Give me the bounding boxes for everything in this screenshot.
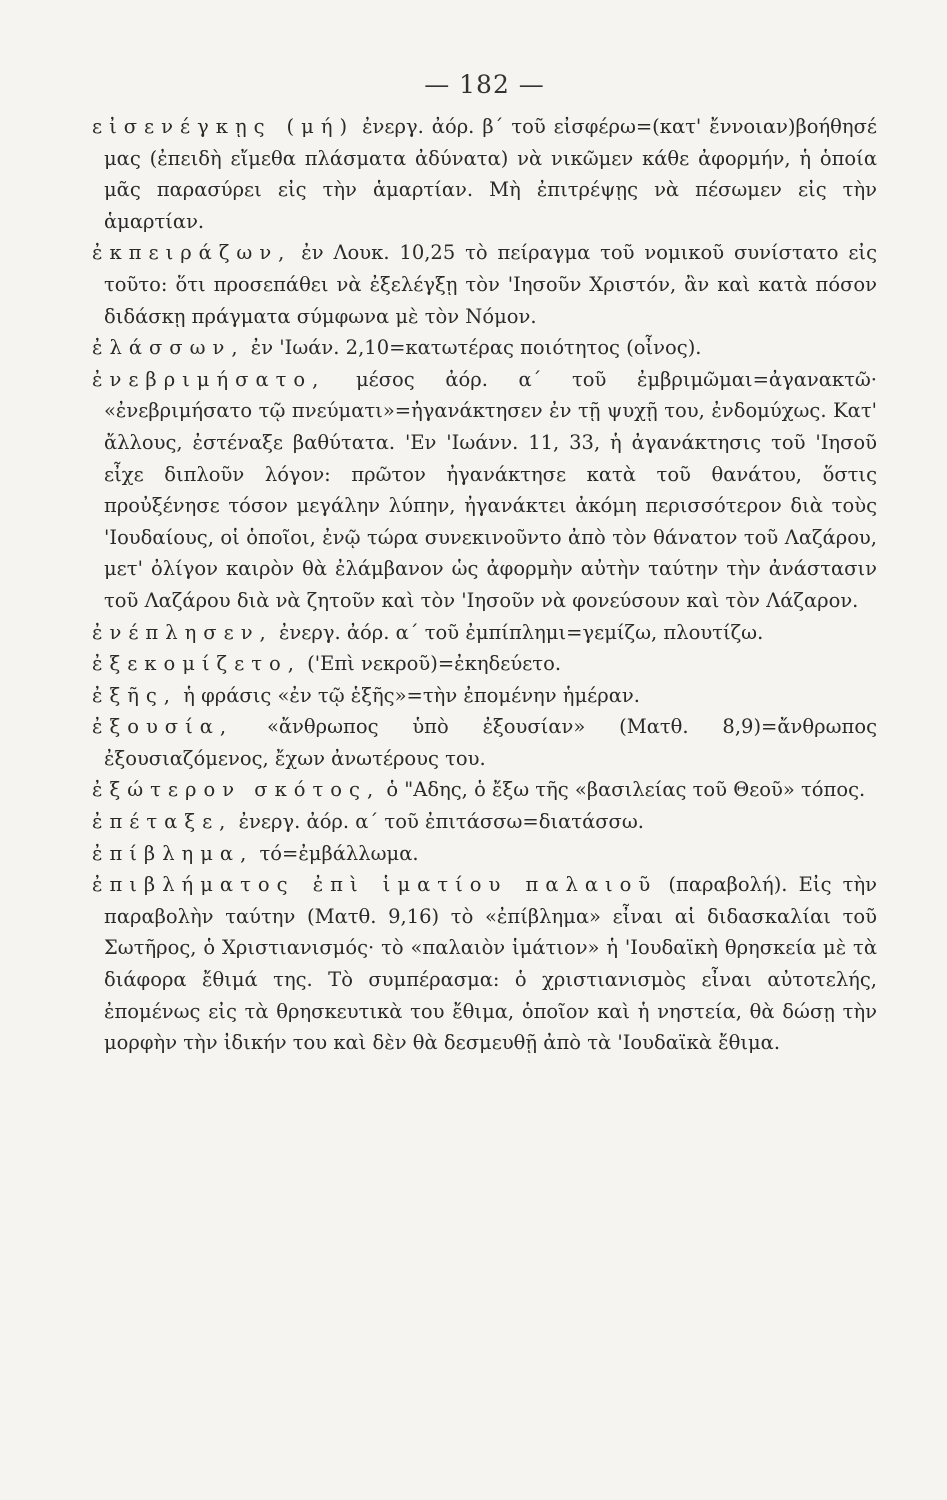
dictionary-entry xyxy=(92,680,877,712)
dictionary-entry xyxy=(92,364,877,617)
dictionary-entries xyxy=(92,111,877,1059)
dictionary-entry xyxy=(92,617,877,649)
dictionary-entry xyxy=(92,838,877,870)
entry-text: ἐν 'Ιωάν. 2,10=κατωτέρας ποιότητος (οἶνος). xyxy=(244,336,702,360)
headword: ἐπίβλημα, xyxy=(92,841,254,865)
headword: ἐξώτερον σκότος, xyxy=(92,778,381,802)
dictionary-entry xyxy=(92,806,877,838)
entry-text: ἡ φράσις «ἐν τῷ ἑξῆς»=τὴν ἐπομένην ἡμέραν. xyxy=(177,683,640,707)
headword: ἐξῆς, xyxy=(92,683,178,707)
headword: ἐνέπλησεν, xyxy=(92,620,273,644)
dictionary-entry xyxy=(92,332,877,364)
entry-text: τό=ἐμβάλλωμα. xyxy=(253,841,419,865)
entry-text: ἐνεργ. ἀόρ. α΄ τοῦ ἐμπίπλημι=γεμίζω, πλουτίζω. xyxy=(272,620,764,644)
entry-text: ('Επὶ νεκροῦ)=ἐκηδεύετο. xyxy=(300,652,562,676)
dictionary-entry xyxy=(92,711,877,774)
headword: εἰσενέγκῃς (μή) xyxy=(92,115,355,138)
entry-text: μέσος ἀόρ. α΄ τοῦ ἐμβριμῶμαι=ἀγανακτῶ· «ἐνεβριμήσατο τῷ πνεύματι»=ἠγανάκτησεν ἐν τῇ ψυχῇ του, ἐνδομύχως. Κατ' ἄλλους, ἐστέναξε βαθύτατα. 'Εν 'Ιωάνν. 11, 33, ἡ ἀγανάκτησις τοῦ 'Ιησοῦ εἶχε διπλοῦν λόγον: πρῶτον ἠγανάκτησε κατὰ τοῦ θανάτου, ὅστις προὐξένησε τόσον μεγάλην λύπην, ἠγανάκτει ἀκόμη περισσότερον διὰ τοὺς 'Ιουδαίους, οἱ ὁποῖοι, ἐνῷ τώρα συνεκινοῦντο ἀπὸ τὸν θάνατον τοῦ Λαζάρου, μετ' ὀλίγον καιρὸν θὰ ἐλάμβανον ὡς ἀφορμὴν αὐτὴν ταύτην τὴν ἀνάστασιν τοῦ Λαζάρου διὰ νὰ ζητοῦν καὶ τὸν 'Ιησοῦν νὰ φονεύσουν καὶ τὸν Λάζαρον. xyxy=(104,367,877,612)
dictionary-entry xyxy=(92,237,877,332)
headword: ἐκπειράζων, xyxy=(92,241,292,265)
entry-text: (παραβολή). Εἰς τὴν παραβολὴν ταύτην (Ματθ. 9,16) τὸ «ἐπίβλημα» εἶναι αἱ διδασκαλίαι τοῦ Σωτῆρος, ὁ Χριστιανισμός· τὸ «παλαιὸν ἱμάτιον» ἡ 'Ιουδαϊκὴ θρησκεία μὲ τὰ διάφορα ἔθιμά της. Τὸ συμπέρασμα: ὁ χριστιανισμὸς εἶναι αὐτοτελής, ἐπομένως εἰς τὰ θρησκευτικὰ του ἔθιμα, ὁποῖον καὶ ἡ νηστεία, θὰ δώσῃ τὴν μορφὴν τὴν ἰδικήν του καὶ δὲν θὰ δεσμευθῇ ἀπὸ τὰ 'Ιουδαϊκὰ ἔθιμα. xyxy=(104,873,877,1055)
headword: ἐξεκομίζετο, xyxy=(92,652,301,676)
entry-text: ἐνεργ. ἀόρ. β΄ τοῦ εἰσφέρω=(κατ' ἔννοιαν)βοήθησέ μας (ἐπειδὴ εἴμεθα πλάσματα ἀδύνατα) νὰ νικῶμεν κάθε ἀφορμήν, ἡ ὁποία μᾶς παρασύρει εἰς τὴν ἁμαρτίαν. Μὴ ἐπιτρέψῃς νὰ πέσωμεν εἰς τὴν ἁμαρτίαν. xyxy=(104,115,877,233)
headword: ἐπιβλήματος ἐπὶ ἱματίου παλαιοῦ xyxy=(92,873,658,897)
headword: ἐπέταξε, xyxy=(92,810,233,834)
dictionary-entry xyxy=(92,774,877,806)
headword: ἐξουσία, xyxy=(92,715,234,739)
dictionary-entry xyxy=(92,648,877,680)
dictionary-entry xyxy=(92,869,877,1059)
headword: ἐλάσσων, xyxy=(92,336,245,360)
dictionary-entry xyxy=(92,111,877,237)
entry-text: ἐνεργ. ἀόρ. α΄ τοῦ ἐπιτάσσω=διατάσσω. xyxy=(232,810,644,834)
entry-text: ὁ "Αδης, ὁ ἔξω τῆς «βασιλείας τοῦ Θεοῦ» τόπος. xyxy=(380,778,866,802)
headword: ἐνεβριμήσατο, xyxy=(92,367,326,391)
entry-text: ἐν Λουκ. 10,25 τὸ πείραγμα τοῦ νομικοῦ συνίστατο εἰς τοῦτο: ὅτι προσεπάθει νὰ ἐξελέγξῃ τὸν 'Ιησοῦν Χριστόν, ἂν καὶ κατὰ πόσον διδάσκῃ πράγματα σύμφωνα μὲ τὸν Νόμον. xyxy=(104,241,877,328)
page-number: — 182 — xyxy=(424,70,545,99)
entry-text: «ἄνθρωπος ὑπὸ ἐξουσίαν» (Ματθ. 8,9)=ἄνθρωπος ἐξουσιαζόμενος, ἔχων ἀνωτέρους του. xyxy=(104,715,877,770)
